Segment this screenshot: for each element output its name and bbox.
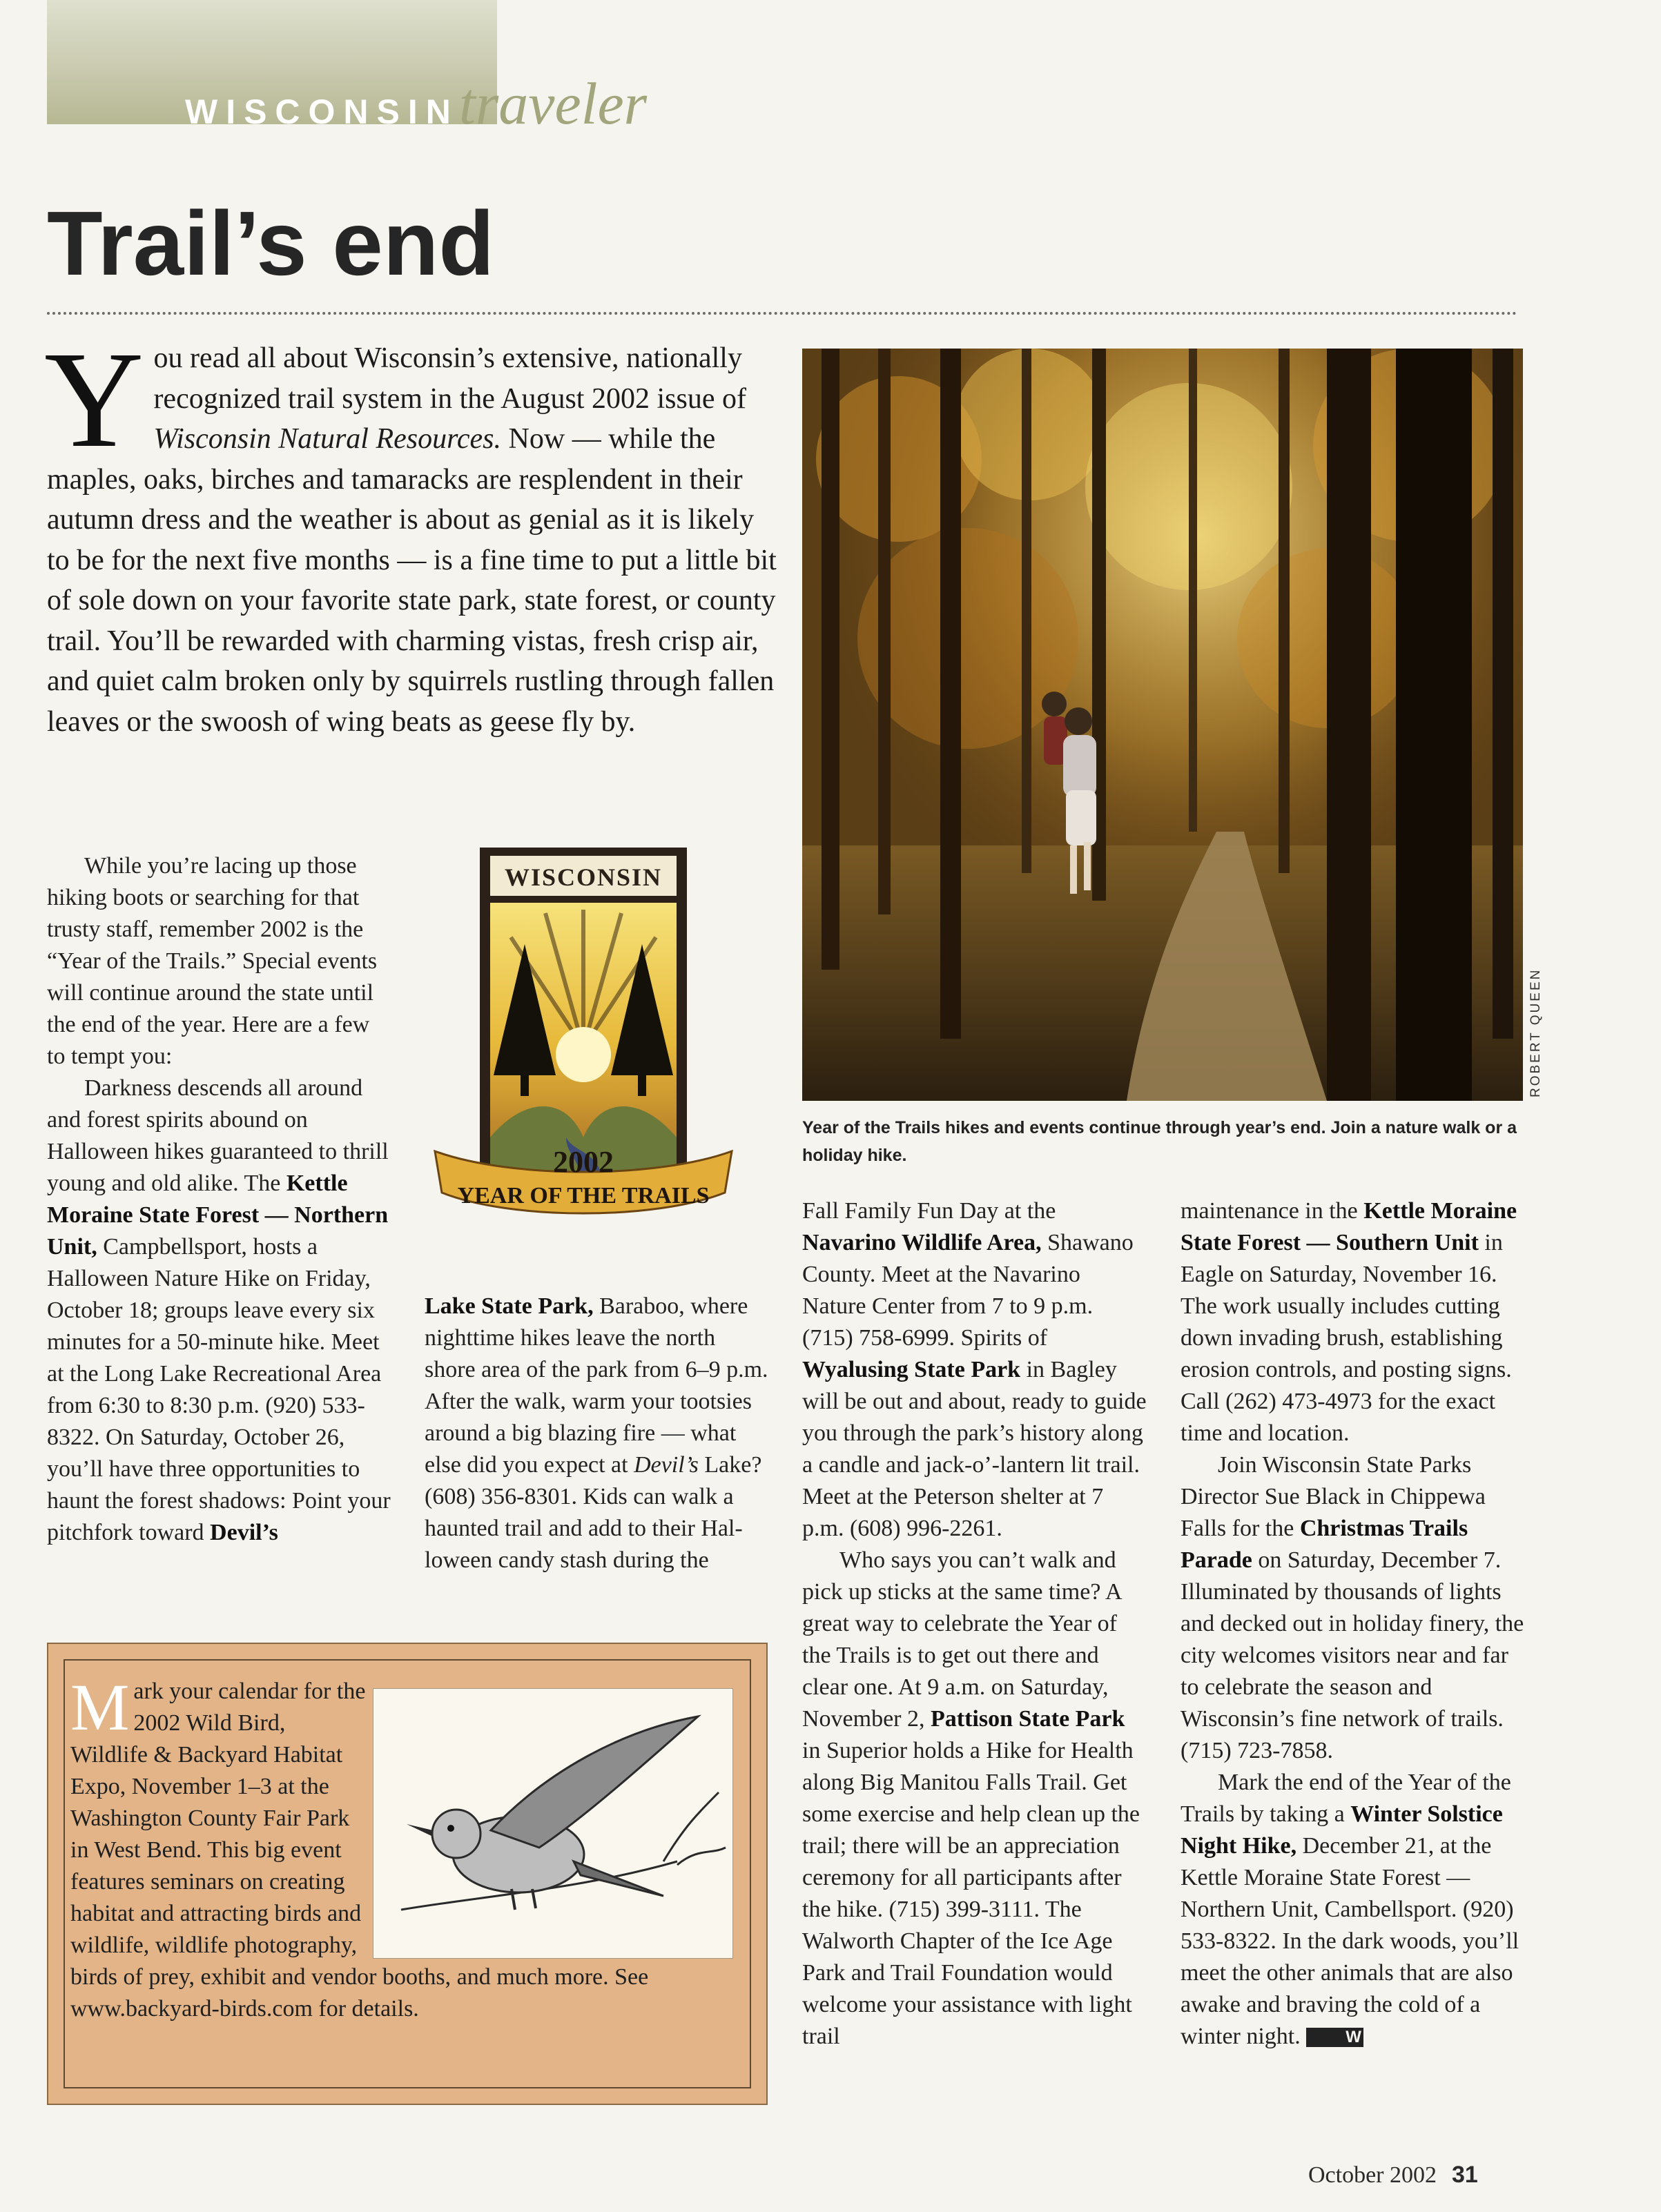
article-column-4	[1181, 1195, 1527, 2053]
col1-paragraph-2	[47, 1073, 392, 1549]
col2-paragraph	[425, 1291, 771, 1576]
logo-wisconsin-text: WISCONSIN	[504, 863, 663, 891]
col4-paragraph-3	[1181, 1767, 1527, 2053]
issue-date: October 2002	[1308, 2162, 1437, 2188]
intro-dropcap: Y	[44, 324, 144, 476]
intro-text-1: ou read all about Wisconsin’s extensive, nationally recognized trail system in the August 2002 issue of	[153, 342, 746, 415]
pattison-name: Pattison State Park	[931, 1706, 1125, 1732]
col2-italic: Devil’s	[634, 1452, 699, 1478]
photo-caption: Year of the Trails hikes and events continue through year’s end. Join a nature walk or a holiday hike.	[802, 1118, 1517, 1165]
sidebar-text	[70, 1670, 733, 2025]
col3-text: Shawano County. Meet at the Navarino Nature Center from 7 to 9 p.m. (715) 758-6999. Spirits of	[802, 1230, 1134, 1351]
col1-paragraph-1: While you’re lacing up those hiking boots or searching for that trusty staff, remember 2002 is the “Year of the Trails.” Special events will continue around the state until the end of the year. Here are a few to tempt you:	[47, 853, 378, 1069]
col3-text: Fall Family Fun Day at the	[802, 1198, 1056, 1224]
intro-paragraph	[44, 324, 779, 742]
devils-lake-name-end: Lake State Park,	[425, 1293, 594, 1319]
page-number: 31	[1452, 2162, 1478, 2188]
photo-credit: ROBERT QUEEN	[1528, 968, 1543, 1097]
navarino-name: Navarino Wildlife Area,	[802, 1230, 1042, 1255]
sidebar-dropcap: M	[70, 1670, 130, 1744]
col4-text: December 21, at the Kettle Moraine State Forest — Northern Unit, Cambellsport. (920) 533-8322. In the dark woods, you’ll meet the other animals that are also awake and braving the cold of a winter night.	[1181, 1833, 1519, 2049]
col2-text: Lake? (608) 356-8301. Kids can walk a haunted trail and add to their Halloween candy stash during the	[425, 1452, 762, 1573]
col4-text: maintenance in the	[1181, 1198, 1364, 1224]
col3-text: in Superior holds a Hike for Health along Big Manitou Falls Trail. Get some exercise and help clean up the trail; there will be an appreciation ceremony for all participants after the hike. (715) 399-3111. The Walworth Chapter of the Ice Age Park and Trail Foundation would welcome your assistance with light trail	[802, 1738, 1140, 2049]
page-footer	[1308, 2162, 1478, 2189]
col4-paragraph-2	[1181, 1449, 1527, 1767]
sidebar-image-spacer	[367, 1676, 733, 1952]
kettle-moraine-south-name: Kettle Moraine State Forest — Southern Unit	[1181, 1198, 1517, 1255]
sidebar-body: ark your calendar for the 2002 Wild Bird, Wildlife & Backyard Habitat Expo, November 1–3 at the Washington County Fair Park in West Bend. This big event features seminars on creating habitat and attracting birds and wildlife, wildlife photography, birds of prey, exhibit and vendor booths, and much more. See www.backyard-birds.com for details.	[70, 1678, 649, 2022]
solstice-hike-name: Winter Solstice Night Hike,	[1181, 1801, 1503, 1859]
year-of-the-trails-logo	[428, 848, 739, 1248]
col3-paragraph-1	[802, 1195, 1149, 1545]
end-mark-icon: W	[1306, 2028, 1363, 2047]
page-title: Trail’s end	[47, 193, 495, 294]
col3-text: Who says you can’t walk and pick up sticks at the same time? A great way to celebrate the Year of the Trails is to get out there and clear one. At 9 a.m. on Saturday, November 2,	[802, 1547, 1121, 1732]
section-label	[185, 69, 647, 138]
section-label-wisconsin: WISCONSIN	[185, 92, 459, 131]
kettle-moraine-north-name: Kettle Moraine State Forest — Northern Unit,	[47, 1171, 389, 1260]
col4-text: Join Wisconsin State Parks Director Sue Black in Chippewa Falls for the	[1181, 1452, 1486, 1541]
intro-text-2: Now — while the maples, oaks, birches and tamaracks are resplendent in their autumn dress and the weather is about as genial as it is likely to be for the next five months — is a fine time to put a little bit of sole down on your favorite state park, state forest, or county trail. You’ll be rewarded with charming vistas, fresh crisp air, and quiet calm broken only by squirrels rustling through fallen leaves or the swoosh of wing beats as geese fly by.	[47, 423, 777, 738]
col4-text: Mark the end of the Year of the Trails by taking a	[1181, 1770, 1511, 1827]
devils-lake-name-start: Devil’s	[210, 1520, 278, 1545]
article-column-3	[802, 1195, 1149, 2053]
article-column-1	[47, 850, 392, 1549]
section-label-traveler: traveler	[458, 70, 648, 137]
col1-text: Campbellsport, hosts a Halloween Nature Hike on Friday, October 18; groups leave every six minutes for a 50-minute hike. Meet at the Long Lake Recreational Area from 6:30 to 8:30 p.m. (920) 533-8322. On Saturday, October 26, you’ll have three opportunities to haunt the forest shadows: Point your pitchfork toward	[47, 1234, 391, 1545]
christmas-parade-name: Christmas Trails Parade	[1181, 1516, 1468, 1573]
col3-text: in Bagley will be out and about, ready to guide you through the park’s history along a candle and jack-o’-lantern lit trail. Meet at the Peterson shelter at 7 p.m. (608) 996-2261.	[802, 1357, 1147, 1541]
title-divider	[47, 312, 1517, 315]
col4-paragraph-1	[1181, 1195, 1527, 1449]
col4-text: in Eagle on Saturday, November 16. The work usually includes cutting down invading brush, establishing erosion controls, and posting signs. Call (262) 473-4973 for the exact time and location.	[1181, 1230, 1512, 1446]
logo-year-text: 2002	[553, 1145, 614, 1179]
col3-paragraph-2	[802, 1545, 1149, 2053]
col4-text: on Saturday, December 7. Illuminated by thousands of lights and decked out in holiday finery, the city welcomes visitors near and far to celebrate the season and Wisconsin’s fine network of trails. (715) 723-7858.	[1181, 1547, 1524, 1763]
forest-trail-photo	[802, 349, 1523, 1101]
logo-ribbon-text: YEAR OF THE TRAILS	[457, 1183, 710, 1208]
magazine-title: Wisconsin Natural Resources.	[153, 423, 502, 455]
col1-text: Darkness descends all around and forest spirits abound on Halloween hikes guaranteed to thrill young and old alike. The	[47, 1075, 389, 1196]
col2-text: Baraboo, where nighttime hikes leave the north shore area of the park from 6–9 p.m. After the walk, warm your tootsies around a big blazing fire — what else did you expect at	[425, 1293, 768, 1478]
article-column-2	[425, 1291, 771, 1576]
wyalusing-name: Wyalusing State Park	[802, 1357, 1021, 1382]
